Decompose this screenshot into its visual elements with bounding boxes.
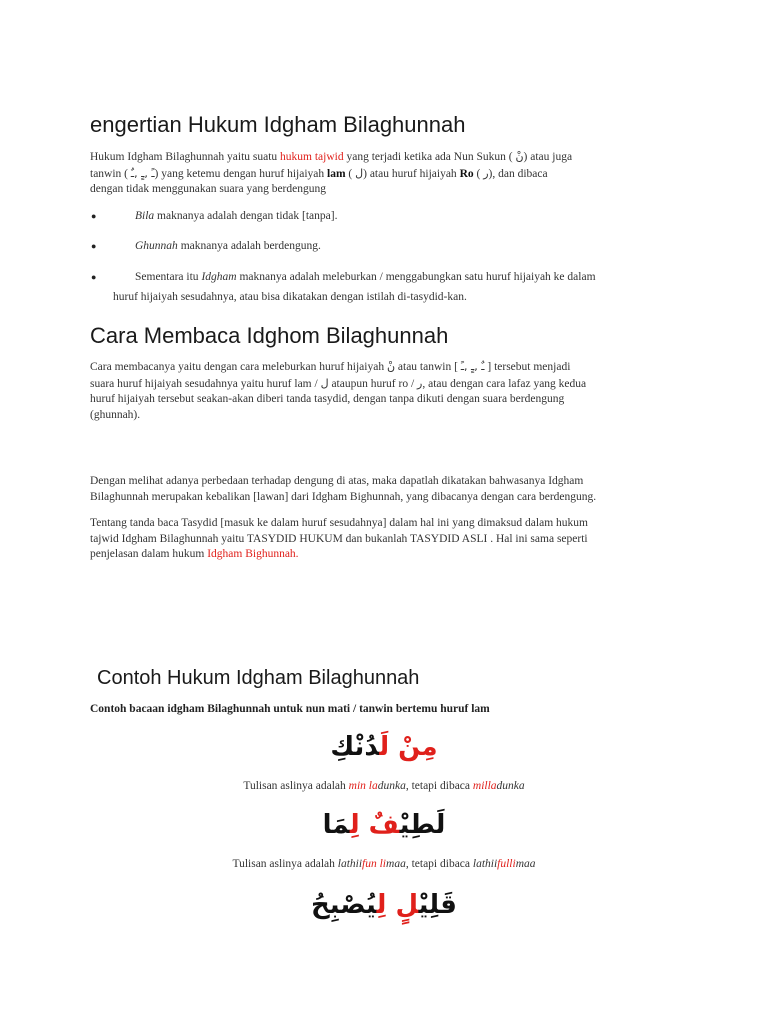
text: Tentang tanda baca Tasydid [masuk ke dalam huruf sesudahnya] dalam hal ini yang dimaksud dalam hukum <box>90 517 588 529</box>
text: , tetapi dibaca <box>405 780 473 792</box>
bullet-item-idgham <box>135 270 596 286</box>
term-ghunnah: Ghunnah <box>135 240 178 252</box>
arabic-black-part: لَطِيْ <box>399 810 446 840</box>
text: huruf hijaiyah tersebut seakan-akan diberi tanda tasydid, dengan tanpa dikuti dengan suara berdengung <box>90 393 565 405</box>
link-hukum-tajwid[interactable]: hukum tajwid <box>280 151 344 163</box>
bullet-icon: ● <box>91 211 97 221</box>
caption-example-2 <box>0 858 768 870</box>
bullet-item-ghunnah <box>135 239 321 255</box>
arabic-black-part: قَلِيْ <box>418 890 457 920</box>
text: ] tersebut menjadi <box>484 361 571 373</box>
text: (ghunnah). <box>90 408 141 421</box>
arabic-black-part: يُصْبِحُ <box>311 890 377 920</box>
text-italic: lathii <box>337 858 363 870</box>
text: suara huruf hijaiyah sesudahnya yaitu huruf lam / <box>90 377 321 390</box>
caption-example-1 <box>0 780 768 792</box>
text: ( <box>473 167 484 180</box>
link-idgham-bighunnah[interactable]: Idgham Bighunnah. <box>207 548 299 560</box>
text: , atau dengan cara lafaz yang kedua <box>422 377 587 390</box>
arabic-tanwin: ـٌ ,ـٍ ,ـً <box>460 360 485 373</box>
arabic-example-1 <box>0 732 768 762</box>
text: ) yang ketemu dengan huruf hijaiyah <box>154 167 327 180</box>
text: dengan tidak menggunakan suara yang berdengung <box>90 183 326 195</box>
arabic-red-part: مِنْ لَ <box>379 732 438 762</box>
arabic-example-3 <box>0 890 768 920</box>
text: maknanya adalah berdengung. <box>177 240 321 252</box>
text-italic: dunka <box>377 780 406 792</box>
arabic-black-part: دُنْكِ <box>330 732 380 762</box>
bullet-icon: ● <box>91 272 97 282</box>
text: ), dan dibaca <box>488 167 548 180</box>
arabic-nun-sukun: نْ <box>515 150 524 163</box>
text: ) atau huruf hijaiyah <box>363 167 460 180</box>
bullet-item-idgham-continued: huruf hijaiyah sesudahnya, atau bisa dikatakan dengan istilah di-tasydid-kan. <box>113 291 467 303</box>
subheading-contoh-lam: Contoh bacaan idgham Bilaghunnah untuk nun mati / tanwin bertemu huruf lam <box>90 703 490 715</box>
arabic-ro: ر <box>483 166 489 180</box>
text: maknanya adalah dengan tidak [tanpa]. <box>154 210 338 222</box>
text: yang terjadi ketika ada Nun Sukun ( <box>343 151 516 163</box>
text-red: milla <box>472 780 497 792</box>
bullet-icon: ● <box>91 241 97 251</box>
text: Hukum Idgham Bilaghunnah yaitu suatu <box>90 151 281 163</box>
text: ataupun huruf ro / <box>328 377 418 390</box>
text: ) atau juga <box>523 151 573 163</box>
text: Tulisan aslinya adalah <box>243 780 349 792</box>
text: Dengan melihat adanya perbedaan terhadap dengung di atas, maka dapatlah dikatakan bahwasanya Idgham <box>90 475 584 487</box>
text: maknanya adalah meleburkan / menggabungkan satu huruf hijaiyah ke dalam <box>236 271 596 283</box>
text-red: fulli <box>497 858 516 870</box>
text: ( <box>345 167 356 180</box>
text-lam-bold: lam <box>327 167 346 180</box>
text: atau tanwin [ <box>395 361 461 373</box>
heading-contoh: Contoh Hukum Idgham Bilaghunnah <box>97 667 420 689</box>
text: Tulisan aslinya adalah <box>232 858 338 870</box>
arabic-example-2 <box>0 810 768 840</box>
arabic-ro: ر <box>417 376 423 390</box>
arabic-red-part: لٍ لِ <box>376 890 419 920</box>
text-italic: lathii <box>472 858 498 870</box>
text: Bilaghunnah merupakan kebalikan [lawan] dari Idgham Bighunnah, yang dibacanya dengan cara berdengung. <box>90 490 597 503</box>
heading-cara-membaca: Cara Membaca Idghom Bilaghunnah <box>90 323 449 348</box>
bullet-item-bila <box>135 209 337 225</box>
arabic-tanwin: ـً ,ـٍ ,ـٌ <box>130 166 155 180</box>
text: penjelasan dalam hukum <box>90 548 208 560</box>
paragraph-definition <box>90 149 690 198</box>
text-red: fun li <box>362 858 387 870</box>
text-italic: maa <box>386 858 406 870</box>
term-idgham: Idgham <box>201 271 237 283</box>
text: tajwid Idgham Bilaghunnah yaitu TASYDID HUKUM dan bukanlah TASYDID ASLI . Hal ini sama seperti <box>90 532 588 545</box>
text-italic: dunka <box>496 780 525 792</box>
text-red: min la <box>348 780 378 792</box>
arabic-lam: ل <box>320 376 329 390</box>
arabic-black-part: مَا <box>322 810 350 840</box>
text: , tetapi dibaca <box>405 858 473 870</box>
text: tanwin ( <box>90 167 131 180</box>
arabic-lam: ل <box>355 166 364 180</box>
text-ro-bold: Ro <box>459 167 474 180</box>
text-italic: maa <box>515 858 536 870</box>
paragraph-cara-membaca <box>90 359 690 423</box>
term-bila: Bila <box>135 210 155 222</box>
text: Sementara itu <box>135 271 202 283</box>
heading-pengertian: engertian Hukum Idgham Bilaghunnah <box>90 112 466 137</box>
arabic-nun-sukun: نْ <box>386 360 396 373</box>
paragraph-tasydid <box>90 516 700 563</box>
text: Cara membacanya yaitu dengan cara meleburkan huruf hijaiyah <box>90 361 387 373</box>
arabic-red-part: فٌ لِ <box>349 810 400 840</box>
paragraph-perbedaan <box>90 474 700 505</box>
